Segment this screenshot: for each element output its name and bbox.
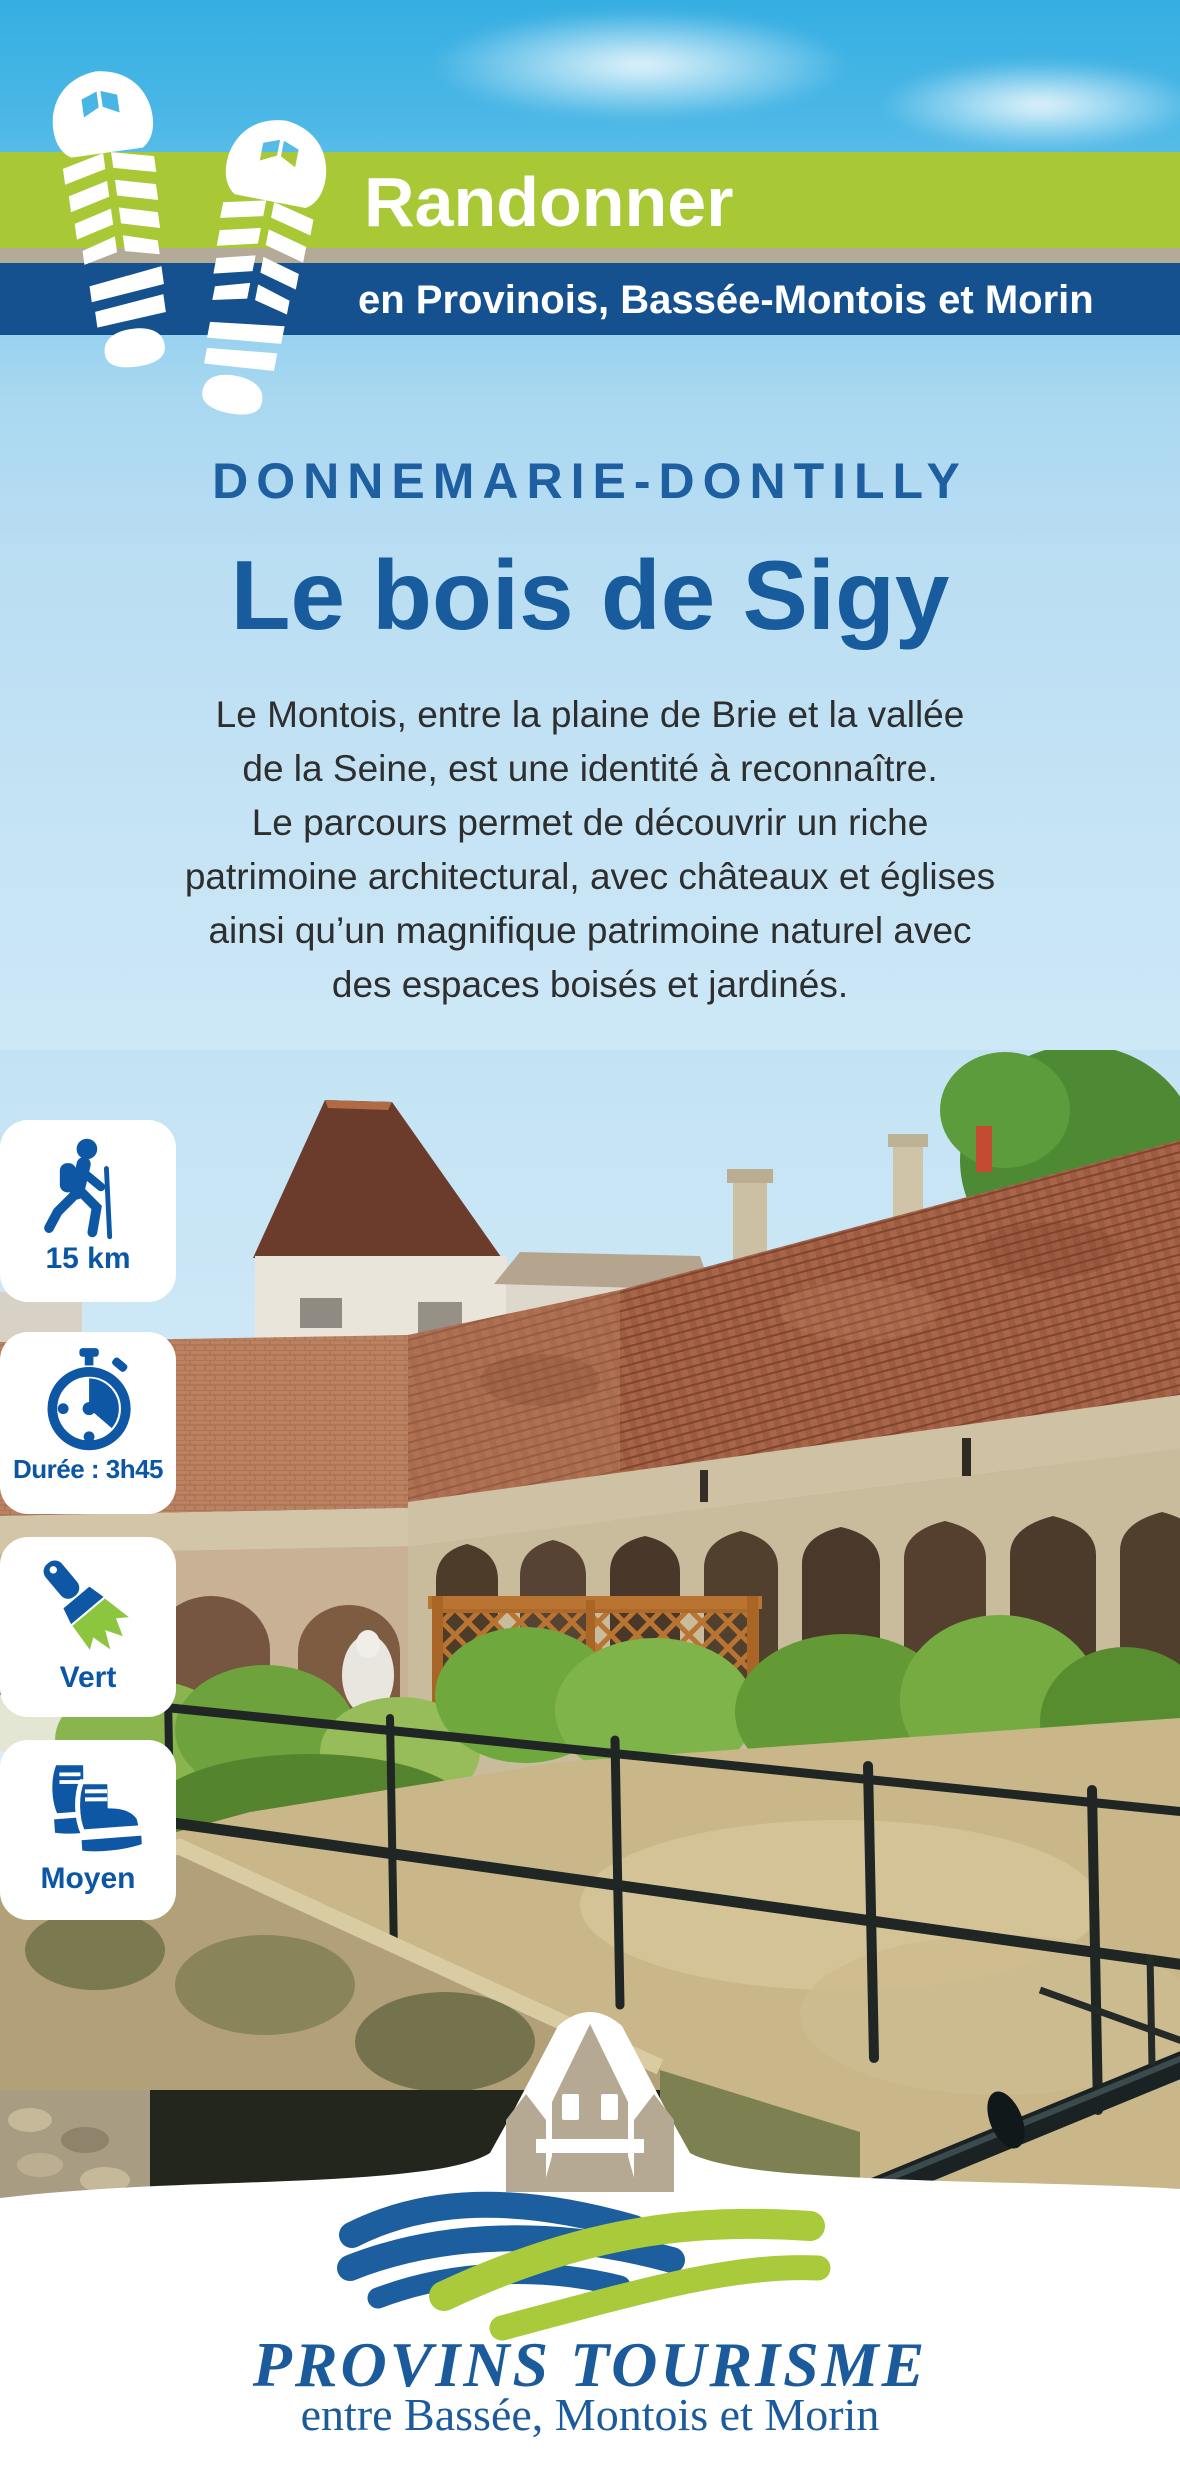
distance-badge [0, 1120, 176, 1302]
cloud [880, 60, 1180, 150]
difficulty-badge [0, 1740, 176, 1920]
header-subtitle: en Provinois, Bassée-Montois et Morin [358, 278, 1094, 322]
description-line: ainsi qu’un magnifique patrimoine naturel avec [208, 910, 972, 951]
hiker-icon [33, 1136, 143, 1240]
description-line: Le Montois, entre la plaine de Brie et la vallée [215, 694, 965, 735]
description-line: patrimoine architectural, avec châteaux et églises [184, 856, 996, 897]
distance-label: 15 km [45, 1242, 131, 1275]
footer-subtitle: entre Bassée, Montois et Morin [300, 2389, 880, 2440]
trail-name: Le bois de Sigy [230, 540, 950, 650]
duration-label: Durée : 3h45 [12, 1454, 164, 1484]
paintbrush-icon [33, 1553, 143, 1659]
header-title: Randonner [364, 163, 734, 241]
stopwatch-icon [34, 1348, 142, 1452]
description-line: des espaces boisés et jardinés. [331, 964, 849, 1005]
bootprints-icon [0, 0, 480, 620]
footer-title: PROVINS TOURISME [252, 2329, 928, 2400]
cloud [430, 10, 850, 120]
trail-description [90, 688, 1090, 1012]
boots-icon [32, 1756, 144, 1860]
waymark-badge [0, 1537, 176, 1717]
waymark-label: Vert [59, 1661, 117, 1694]
trail-location: DONNEMARIE-DONTILLY [212, 453, 968, 509]
difficulty-label: Moyen [40, 1862, 136, 1895]
description-line: Le parcours permet de découvrir un riche [251, 802, 929, 843]
provins-tourisme-logo [0, 1990, 1180, 2380]
duration-badge [0, 1332, 176, 1514]
description-line: de la Seine, est une identité à reconnaître. [242, 748, 938, 789]
